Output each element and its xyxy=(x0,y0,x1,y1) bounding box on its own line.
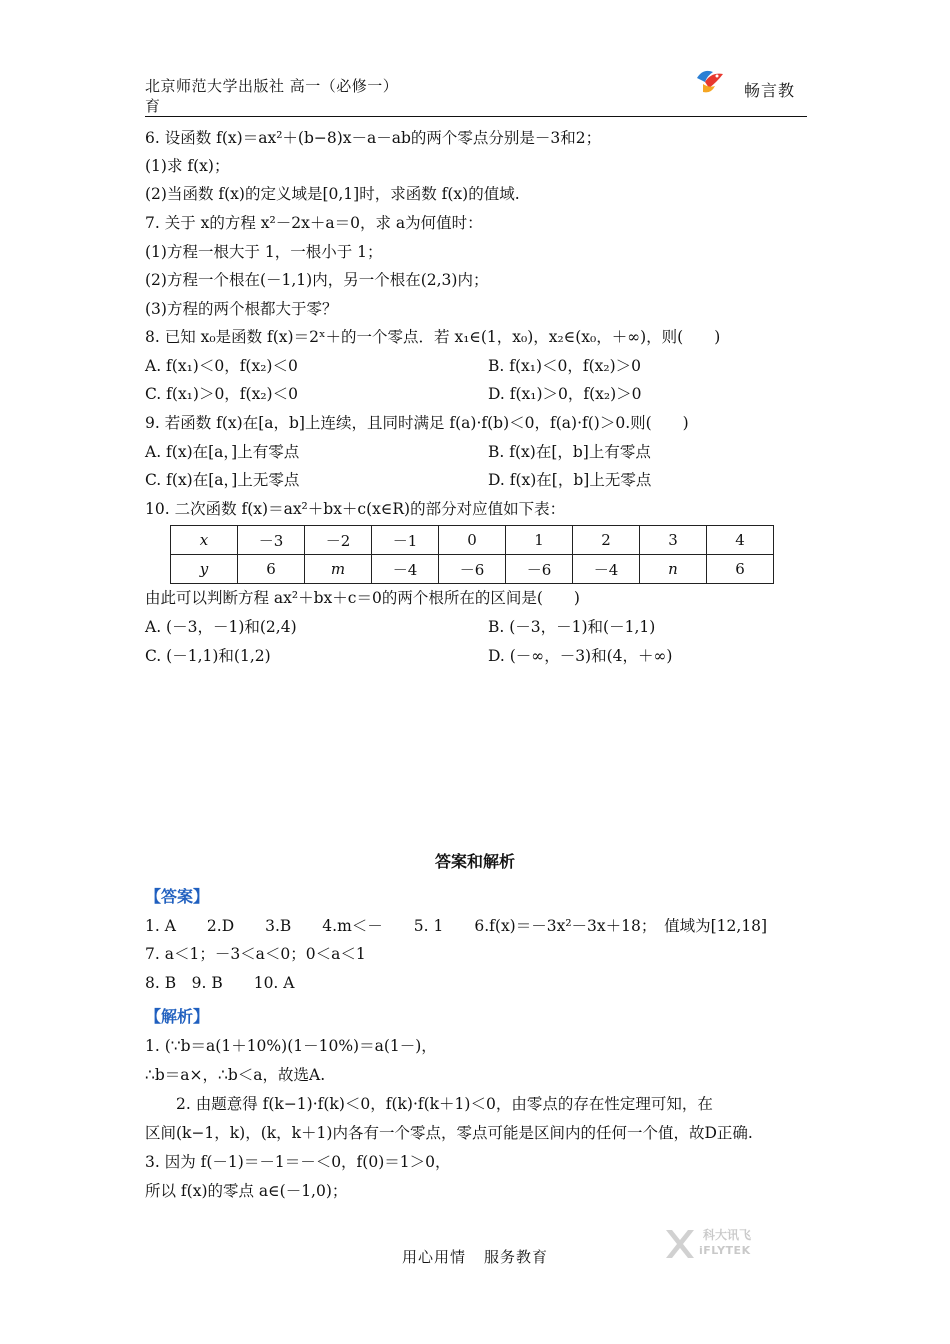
question-9-option-c: C. f(x)在[a，]上无零点 xyxy=(145,471,300,489)
question-10: 10. 二次函数 f(x)＝ax²＋bx＋c(x∈R)的部分对应值如下表： xyxy=(145,500,566,518)
question-10-option-c: C. (－1,1)和(1,2) xyxy=(145,647,271,665)
analysis-3-line-1: 3. 因为 f(－1)＝－1＝－＜0，f(0)＝1＞0， xyxy=(145,1153,451,1171)
table-cell: n xyxy=(640,555,707,584)
publisher-info xyxy=(145,76,445,116)
table-row-x xyxy=(171,526,774,555)
page-footer xyxy=(0,1246,950,1267)
table-cell: m xyxy=(305,555,372,584)
question-10-option-b: B. (－3，－1)和(－1,1) xyxy=(488,618,656,636)
question-9: 9. 若函数 f(x)在[a，b]上连续，且同时满足 f(a)·f(b)＜0，f(a)·f()＞0.则( ) xyxy=(145,414,689,432)
table-cell: －4 xyxy=(372,555,439,584)
answer-line-2: 7. a＜1；－3＜a＜0；0＜a＜1 xyxy=(145,945,366,963)
table-cell: －6 xyxy=(506,555,573,584)
page-header xyxy=(145,74,807,117)
answer-line-3: 8. B 9. B 10. A xyxy=(145,974,295,992)
brand-name: 畅言教 xyxy=(743,81,795,100)
table-cell: 0 xyxy=(439,526,506,555)
analysis-1-line-1: 1. (∵b＝a(1＋10%)(1－10%)＝a(1－)， xyxy=(145,1037,437,1055)
iflytek-watermark xyxy=(663,1224,773,1264)
question-10-prompt: 由此可以判断方程 ax²＋bx＋c＝0的两个根所在的区间是( ) xyxy=(145,589,580,607)
table-cell: －1 xyxy=(372,526,439,555)
table-cell: －4 xyxy=(573,555,640,584)
analysis-tag: 【解析】 xyxy=(145,1007,210,1026)
table-cell: 2 xyxy=(573,526,640,555)
table-cell: 4 xyxy=(707,526,774,555)
table-cell: 1 xyxy=(506,526,573,555)
table-cell: 6 xyxy=(707,555,774,584)
footer-slogan-right: 服务教育 xyxy=(484,1248,549,1266)
question-8-option-a: A. f(x₁)＜0，f(x₂)＜0 xyxy=(145,357,298,375)
question-7-part-2: (2)方程一个根在(－1,1)内，另一个根在(2,3)内； xyxy=(145,271,489,289)
question-9-option-d: D. f(x)在[，b]上无零点 xyxy=(488,471,652,489)
analysis-2-line-1: 2. 由题意得 f(k−1)·f(k)＜0，f(k)·f(k＋1)＜0，由零点的存在性定理可知，在 xyxy=(176,1095,713,1113)
question-9-option-b: B. f(x)在[，b]上有零点 xyxy=(488,443,651,461)
table-cell: y xyxy=(171,555,238,584)
table-cell: －6 xyxy=(439,555,506,584)
analysis-1-line-2: ∴b＝a×，∴b＜a，故选A. xyxy=(145,1066,326,1084)
question-6-part-1: (1)求 f(x)； xyxy=(145,157,230,175)
question-6: 6. 设函数 f(x)＝ax²＋(b−8)x－a－ab的两个零点分别是－3和2； xyxy=(145,129,602,147)
brand-bird-logo-icon xyxy=(693,66,727,96)
question-8-option-d: D. f(x₁)＞0，f(x₂)＞0 xyxy=(488,385,642,403)
values-table xyxy=(170,525,774,584)
table-cell: 3 xyxy=(640,526,707,555)
iflytek-x-logo-icon xyxy=(663,1226,697,1262)
answer-line-1: 1. A 2.D 3.B 4.m＜－ 5. 1 6.f(x)＝－3x²－3x＋18； 值域为[12,18] xyxy=(145,917,768,935)
footer-slogan-left: 用心用情 xyxy=(401,1248,466,1266)
analysis-3-line-2: 所以 f(x)的零点 a∈(－1,0)； xyxy=(145,1182,348,1200)
table-cell: －3 xyxy=(238,526,305,555)
watermark-line-2: iFLYTEK xyxy=(699,1244,751,1257)
question-8: 8. 已知 x₀是函数 f(x)＝2ˣ＋的一个零点．若 x₁∈(1，x₀)，x₂∈(x₀，＋∞)，则( ) xyxy=(145,328,721,346)
table-cell: －2 xyxy=(305,526,372,555)
publisher-line-2: 育 xyxy=(145,97,161,115)
question-10-option-a: A. (－3，－1)和(2,4) xyxy=(145,618,297,636)
table-row-y xyxy=(171,555,774,584)
question-7-part-3: (3)方程的两个根都大于零？ xyxy=(145,300,338,318)
question-6-part-2: (2)当函数 f(x)的定义域是[0,1]时，求函数 f(x)的值域. xyxy=(145,185,520,203)
question-8-option-b: B. f(x₁)＜0，f(x₂)＞0 xyxy=(488,357,642,375)
question-8-option-c: C. f(x₁)＞0，f(x₂)＜0 xyxy=(145,385,298,403)
question-7: 7. 关于 x的方程 x²－2x＋a＝0，求 a为何值时： xyxy=(145,214,483,232)
question-10-option-d: D. (－∞，－3)和(4，＋∞) xyxy=(488,647,673,665)
question-9-option-a: A. f(x)在[a，]上有零点 xyxy=(145,443,300,461)
table-cell: x xyxy=(171,526,238,555)
watermark-line-1: 科大讯飞 xyxy=(703,1228,752,1242)
answers-title: 答案和解析 xyxy=(434,852,515,871)
analysis-2-line-2: 区间(k−1，k)，(k，k＋1)内各有一个零点，零点可能是区间内的任何一个值，故D正确. xyxy=(145,1124,753,1142)
question-7-part-1: (1)方程一根大于 1，一根小于 1； xyxy=(145,243,383,261)
table-cell: 6 xyxy=(238,555,305,584)
answer-tag: 【答案】 xyxy=(145,887,210,906)
publisher-line-1: 北京师范大学出版社 高一（必修一） xyxy=(145,77,399,95)
